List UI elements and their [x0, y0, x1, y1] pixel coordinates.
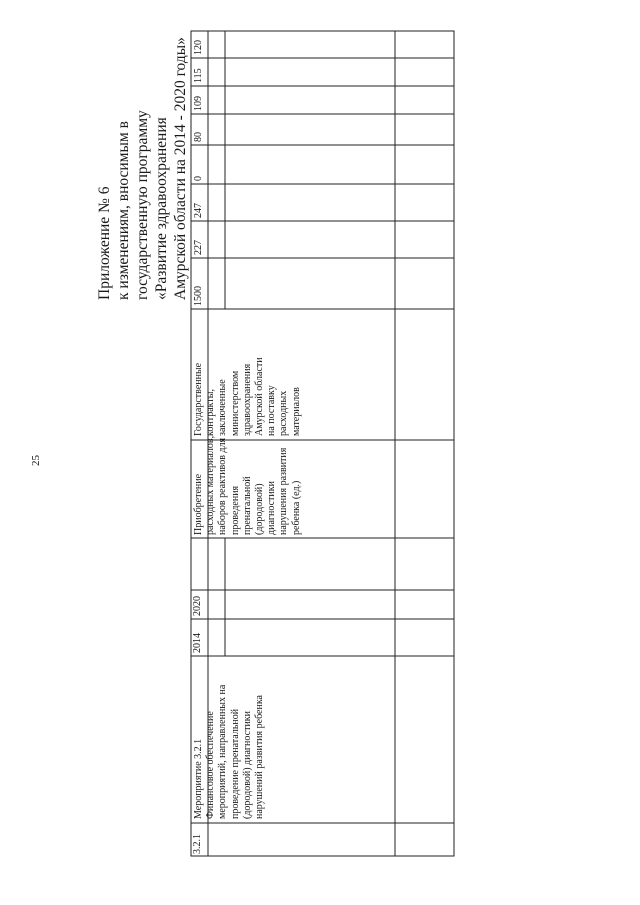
value-2016: 247 — [193, 203, 204, 218]
appendix-line-2: к изменениям, вносимым в — [115, 121, 132, 300]
value-2014: 1500 — [193, 286, 204, 306]
value-2015: 227 — [193, 240, 204, 255]
measure-text: Мероприятие 3.2.1 Финансовое обеспечение мероприятий, направленных на проведение пренатальной (дородовой) диагностики нарушений развития ребенка — [193, 684, 266, 819]
source-text: Государственные контракты, заключенные министерством здравоохранения Амурской области на поставку расходных материалов — [193, 357, 302, 436]
value-total: 120 — [193, 40, 204, 55]
appendix-line-3: государственную программу — [134, 110, 151, 300]
value-2018: 80 — [193, 132, 204, 142]
appendix-line-4: «Развитие здравоохранения — [153, 117, 170, 300]
value-2017: 0 — [193, 176, 204, 181]
year-end: 2020 — [192, 596, 203, 616]
appendix-line-5: Амурской области на 2014 - 2020 годы» — [172, 37, 189, 300]
page-number: 25 — [30, 455, 42, 466]
appendix-title: Приложение № 6 — [96, 186, 113, 300]
value-2020: 115 — [193, 68, 204, 83]
row-code: 3.2.1 — [192, 834, 203, 854]
indicator-text: Приобретение расходных материалов, наборов реактивов для проведения пренатальной (дородовой) диагностики нарушения развития ребенка (ед.) — [193, 435, 302, 535]
value-2019: 109 — [193, 96, 204, 111]
year-start: 2014 — [192, 633, 203, 653]
